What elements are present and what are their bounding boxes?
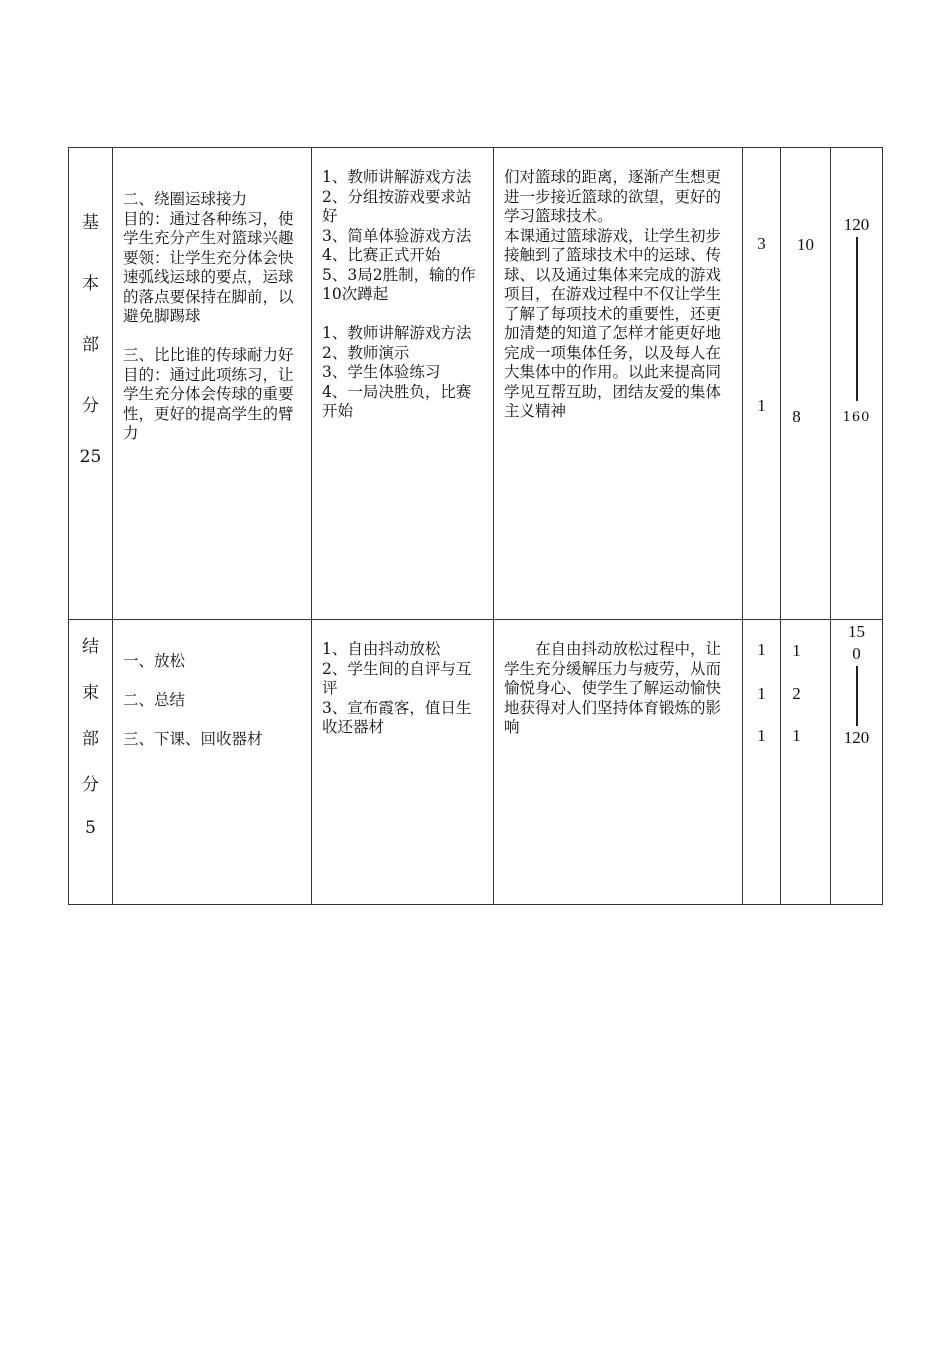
end-intent-text: 在自由抖动放松过程中，让学生充分缓解压力与疲劳，从而愉悦身心、使学生了解运动愉快地获得对人们坚持体育锻炼的影响 xyxy=(504,640,722,736)
heart-rate-range-line xyxy=(856,666,858,726)
end-section-row xyxy=(69,620,883,905)
end-times-cell xyxy=(743,620,781,905)
heart-rate-bottom: 160 xyxy=(842,410,871,425)
basic-content-cell xyxy=(113,148,312,620)
end-content-cell xyxy=(113,620,312,905)
heart-rate-bottom: 120 xyxy=(843,728,870,747)
times-value: 1 xyxy=(757,640,766,659)
duration-value: 8 xyxy=(792,407,801,426)
section-label-char: 基 xyxy=(82,213,99,233)
basic-times-cell xyxy=(743,148,781,620)
end-section-label xyxy=(69,620,113,905)
basic-method-cell xyxy=(312,148,494,620)
end-heart-rate-cell xyxy=(831,620,883,905)
section-label-char: 束 xyxy=(82,683,99,703)
basic-section-label xyxy=(69,148,113,620)
end-item: 三、下课、回收器材 xyxy=(123,730,263,748)
heart-rate-top: 15 xyxy=(848,622,865,641)
end-method-cell xyxy=(312,620,494,905)
duration-value: 10 xyxy=(797,235,814,254)
basic-duration-cell xyxy=(781,148,831,620)
end-intent-cell xyxy=(494,620,743,905)
heart-rate-range-line xyxy=(856,237,858,401)
heart-rate-top: 120 xyxy=(843,215,870,234)
basic-intent-cell xyxy=(494,148,743,620)
end-method-text: 1、自由抖动放松 2、学生间的自评与互评 3、宣布霞客，值日生收还器材 xyxy=(322,640,472,736)
times-value: 1 xyxy=(757,396,766,415)
section-label-char: 结 xyxy=(82,637,99,657)
end-item: 二、总结 xyxy=(123,691,186,709)
section-label-char: 部 xyxy=(82,335,99,355)
section-label-char: 本 xyxy=(82,274,99,294)
basic-section-row xyxy=(69,148,883,620)
basic-heart-rate-cell xyxy=(831,148,883,620)
section-label-char: 分 xyxy=(82,775,99,795)
section-label-char: 部 xyxy=(82,729,99,749)
end-duration-cell xyxy=(781,620,831,905)
times-value: 1 xyxy=(757,684,766,703)
times-value: 1 xyxy=(757,726,766,745)
duration-value: 1 xyxy=(792,726,801,745)
basic-intent-text: 们对篮球的距离，逐渐产生想更进一步接近篮球的欲望，更好的学习篮球技术。 本课通过篮球游戏，让学生初步接触到了篮球技术中的运球、传球、以及通过集体来完成的游戏项目，在游戏过程中不仅让学生了解了每项技术的重要性，还更加清楚的知道了怎样才能更好地完成一项集体任务，以及每人在大集体中的作用。以此来提高同学见互帮互助，团结友爱的集体主义精神 xyxy=(504,168,722,420)
section-minutes: 5 xyxy=(85,818,96,838)
lesson-plan-table xyxy=(68,147,883,905)
duration-value: 2 xyxy=(792,684,801,703)
end-item: 一、放松 xyxy=(123,652,186,670)
basic-method-text: 1、教师讲解游戏方法 2、分组按游戏要求站好 3、简单体验游戏方法 4、比赛正式开始 5、3局2胜制，输的作10次蹲起 1、教师讲解游戏方法 2、教师演示 3、学生体验练习 4、一局决胜负，比赛开始 xyxy=(322,168,476,420)
duration-value: 1 xyxy=(792,641,801,660)
times-value: 3 xyxy=(757,234,766,253)
basic-content-text: 二、绕圈运球接力 目的：通过各种练习，使学生充分产生对篮球兴趣 要领：让学生充分体会快速弧线运球的要点，运球的落点要保持在脚前，以避免脚踢球 三、比比谁的传球耐力好 目的：通过此项练习，让学生充分体会传球的重要性，更好的提高学生的臂力 xyxy=(123,190,294,442)
section-minutes: 25 xyxy=(79,447,102,467)
section-label-char: 分 xyxy=(82,396,99,416)
heart-rate-top: 0 xyxy=(852,644,861,663)
